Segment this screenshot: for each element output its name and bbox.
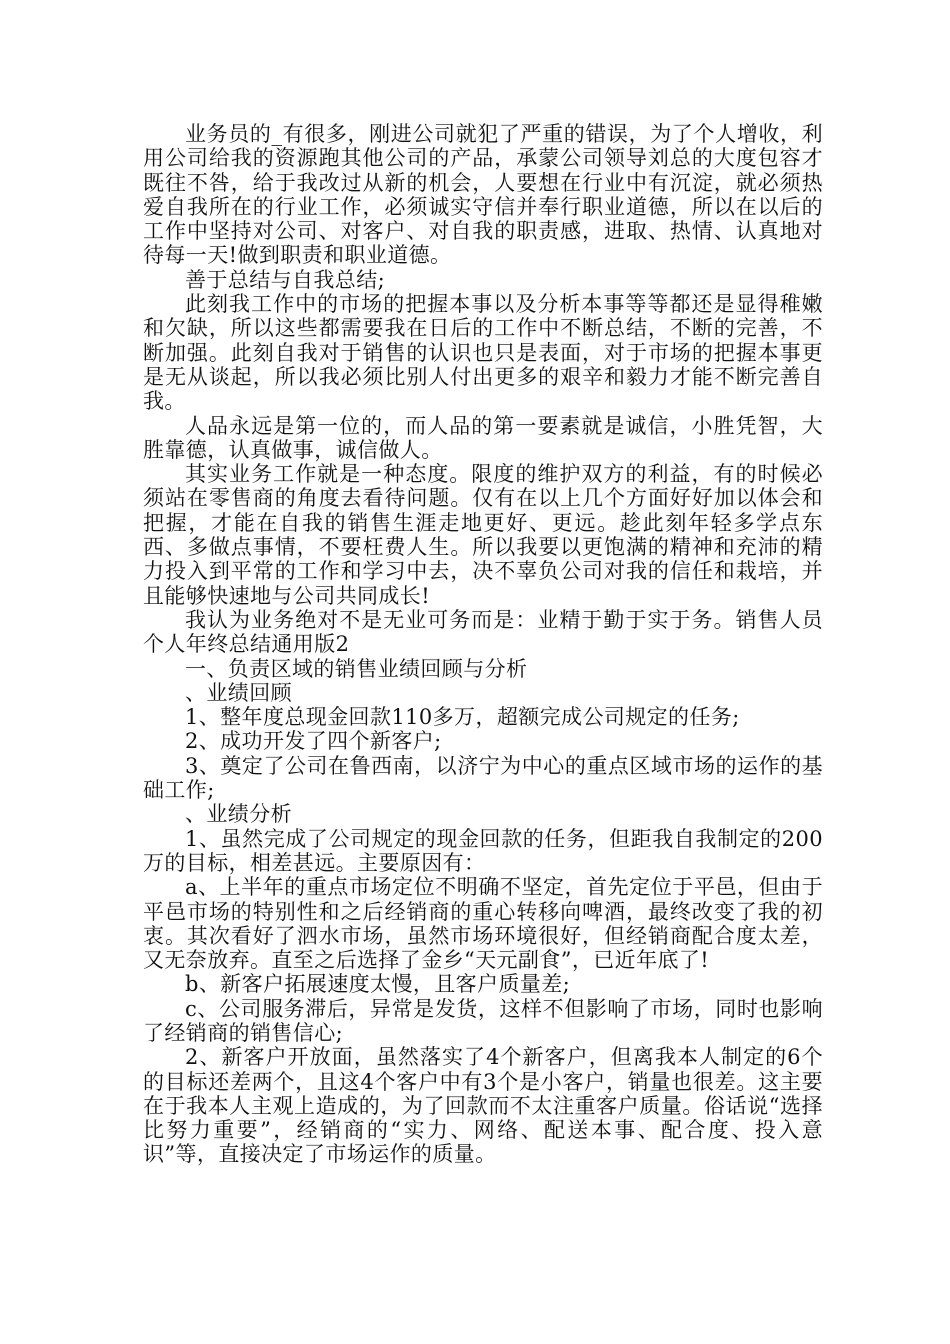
paragraph: 此刻我工作中的市场的把握本事以及分析本事等等都还是显得稚嫩和欠缺，所以这些都需要我在日后的工作中不断总结，不断的完善，不断加强。此刻自我对于销售的认识也只是表面，对于市场的把握本事更是无从谈起，所以我必须比别人付出更多的艰辛和毅力才能不断完善自我。 [143,292,823,414]
paragraph: 其实业务工作就是一种态度。限度的维护双方的利益，有的时候必须站在零售商的角度去看待问题。仅有在以上几个方面好好加以体会和把握，才能在自我的销售生涯走地更好、更远。趁此刻年轻多学点东西、多做点事情，不要枉费人生。所以我要以更饱满的精神和充沛的精力投入到平常的工作和学习中去，决不辜负公司对我的信任和栽培，并且能够快速地与公司共同成长! [143,462,823,608]
paragraph: 我认为业务绝对不是无业可务而是：业精于勤于实于务。销售人员个人年终总结通用版2 [143,607,823,657]
subsection-heading: 、业绩分析 [185,802,292,827]
subsection-heading: 、业绩回顾 [185,680,292,705]
paragraph: 人品永远是第一位的，而人品的第一要素就是诚信，小胜凭智，大胜靠德，认真做事，诚信做人。 [143,413,823,462]
list-item: b、新客户拓展速度太慢，且客户质量差; [185,972,571,997]
paragraph: 善于总结与自我总结; [185,267,386,292]
list-item: 3、奠定了公司在鲁西南，以济宁为中心的重点区域市场的运作的基础工作; [143,753,823,803]
list-item: 1、虽然完成了公司规定的现金回款的任务，但距我自我制定的200万的目标，相差甚远。主要原因有： [143,826,823,875]
list-item: 2、成功开发了四个新客户; [185,729,442,754]
section-heading: 一、负责区域的销售业绩回顾与分析 [185,656,528,681]
list-item: c、公司服务滞后，异常是发货，这样不但影响了市场，同时也影响了经销商的销售信心; [143,996,823,1045]
document-body [143,122,823,1167]
list-item: a、上半年的重点市场定位不明确不坚定，首先定位于平邑，但由于平邑市场的特别性和之后经销商的重心转移向啤酒，最终改变了我的初衷。其次看好了泗水市场，虽然市场环境很好，但经销商配合度太差，又无奈放弃。直至之后选择了金乡“天元副食”，已近年底了! [143,875,823,973]
list-item: 2、新客户开放面，虽然落实了4个新客户，但离我本人制定的6个的目标还差两个，且这4个客户中有3个是小客户，销量也很差。这主要在于我本人主观上造成的，为了回款而不太注重客户质量。俗话说“选择比努力重要”，经销商的“实力、网络、配送本事、配合度、投入意识”等，直接决定了市场运作的质量。 [143,1045,823,1167]
paragraph: 业务员的_有很多，刚进公司就犯了严重的错误，为了个人增收，利用公司给我的资源跑其他公司的产品，承蒙公司领导刘总的大度包容才既往不咎，给于我改过从新的机会，人要想在行业中有沉淀，就必须热爱自我所在的行业工作，必须诚实守信并奉行职业道德，所以在以后的工作中坚持对公司、对客户、对自我的职责感，进取、热情、认真地对待每一天!做到职责和职业道德。 [143,122,823,268]
list-item: 1、整年度总现金回款110多万，超额完成公司规定的任务; [185,705,740,730]
